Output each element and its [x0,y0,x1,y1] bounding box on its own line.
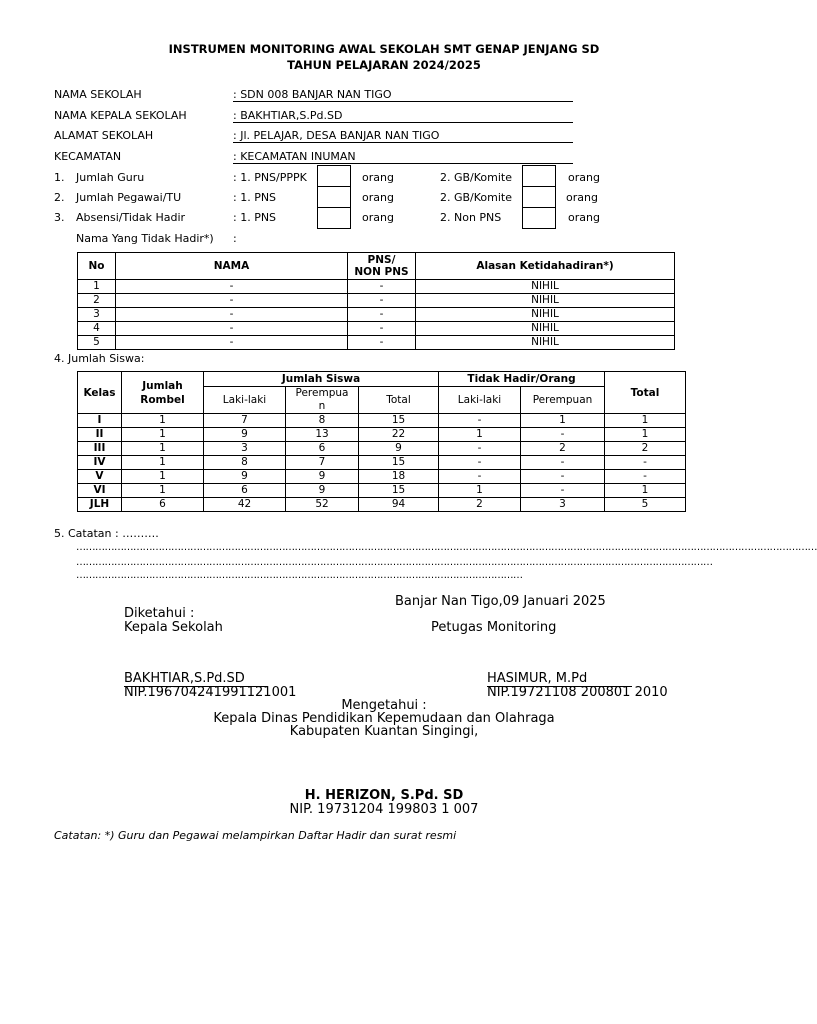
cell: - [605,456,686,470]
header-total: Total [359,387,439,414]
cell: NIHIL [416,294,675,308]
cell: - [521,470,605,484]
cell: - [116,322,348,336]
cell: 15 [359,484,439,498]
table-row [78,322,675,336]
student-table [77,371,686,512]
unit-label: orang [362,211,394,224]
value-nama-sekolah: : SDN 008 BANJAR NAN TIGO [233,88,573,102]
item-option-1: : 1. PNS/PPPK [233,171,307,184]
cell: 9 [286,470,359,484]
cell: JLH [78,498,122,512]
header-non-pns: NON PNS [354,266,409,278]
item-label-jumlah-pegawai: Jumlah Pegawai/TU [76,191,182,204]
item-option-2: 2. GB/Komite [440,171,513,184]
cell: 1 [122,484,204,498]
cell: - [521,456,605,470]
header-perempuan-line1: Perempua [295,387,349,399]
item-option-1: : 1. PNS [233,211,277,224]
value-kepala-sekolah: : BAKHTIAR,S.Pd.SD [233,109,573,123]
notes-label: 5. Catatan : ………. [54,527,159,540]
cell: NIHIL [416,308,675,322]
count-input-box[interactable] [317,186,351,208]
kepala-sekolah-nip: NIP.196704241991121001 [124,685,297,700]
cell: 5 [605,498,686,512]
cell: 7 [286,456,359,470]
absent-names-colon: : [233,232,237,245]
petugas-nip: NIP.19721108 200801 2010 [487,685,668,700]
cell: 1 [605,414,686,428]
item-option-2: 2. Non PNS [440,211,502,224]
cell: - [521,428,605,442]
table-row [78,294,675,308]
cell: 1 [122,470,204,484]
item-label-jumlah-guru: Jumlah Guru [76,171,145,184]
cell: - [605,470,686,484]
cell: - [116,308,348,322]
place-date: Banjar Nan Tigo,09 Januari 2025 [395,594,606,609]
header-status [348,253,416,280]
cell: 5 [78,336,116,350]
cell: - [348,294,416,308]
label-alamat-sekolah: ALAMAT SEKOLAH [54,129,154,142]
cell: 1 [122,456,204,470]
cell: 6 [286,442,359,456]
cell: 22 [359,428,439,442]
document-subtitle: TAHUN PELAJARAN 2024/2025 [287,58,481,72]
item-label-absensi: Absensi/Tidak Hadir [76,211,186,224]
cell: 1 [122,414,204,428]
absent-table [77,252,675,350]
cell: 1 [521,414,605,428]
cell: NIHIL [416,336,675,350]
count-input-box[interactable] [522,207,556,229]
header-perempuan-line2: n [318,400,326,412]
label-nama-sekolah: NAMA SEKOLAH [54,88,142,101]
table-row [78,484,686,498]
cell: - [348,280,416,294]
cell: - [116,294,348,308]
cell: 9 [359,442,439,456]
kepala-sekolah-label: Kepala Sekolah [124,620,223,635]
notes-line: …………………………………………………………………………………………………………………………… [76,570,523,581]
unit-label: orang [362,171,394,184]
cell: III [78,442,122,456]
cell: 3 [204,442,286,456]
header-absent-laki-laki: Laki-laki [439,387,521,414]
footnote: Catatan: *) Guru dan Pegawai melampirkan Daftar Hadir dan surat resmi [54,829,457,842]
document-title: INSTRUMEN MONITORING AWAL SEKOLAH SMT GENAP JENJANG SD [168,42,600,56]
cell: 2 [521,442,605,456]
table-row [78,308,675,322]
header-total-absent: Total [605,372,686,414]
cell: 4 [78,322,116,336]
count-input-box[interactable] [317,207,351,229]
kadis-name: H. HERIZON, S.Pd. SD [304,788,464,803]
cell: 3 [521,498,605,512]
cell: 7 [204,414,286,428]
label-kecamatan: KECAMATAN [54,150,122,163]
table-row [78,442,686,456]
cell: - [116,280,348,294]
value-kecamatan: : KECAMATAN INUMAN [233,150,573,164]
cell: 2 [605,442,686,456]
table-row [78,456,686,470]
mengetahui-label: Mengetahui : [341,698,427,713]
cell: 8 [286,414,359,428]
cell: 6 [204,484,286,498]
item-option-1: : 1. PNS [233,191,277,204]
cell: 52 [286,498,359,512]
cell: NIHIL [416,322,675,336]
count-input-box[interactable] [317,165,351,187]
cell: - [521,484,605,498]
petugas-monitoring-label: Petugas Monitoring [431,620,557,635]
cell: IV [78,456,122,470]
item-option-2: 2. GB/Komite [440,191,513,204]
cell: - [439,442,521,456]
diketahui-label: Diketahui : [124,606,195,621]
cell: 15 [359,414,439,428]
unit-label: orang [362,191,394,204]
cell: 9 [204,428,286,442]
header-no: No [78,253,116,280]
cell: - [439,456,521,470]
header-alasan: Alasan Ketidahadiran*) [416,253,675,280]
table-row [78,336,675,350]
cell: - [348,308,416,322]
label-kepala-sekolah: NAMA KEPALA SEKOLAH [54,109,187,122]
table-row [78,280,675,294]
cell: 13 [286,428,359,442]
cell: 15 [359,456,439,470]
table-row-total [78,498,686,512]
dinas-title-line2: Kabupaten Kuantan Singingi, [289,724,479,739]
cell: I [78,414,122,428]
item-number: 1. [54,171,65,184]
cell: 42 [204,498,286,512]
cell: 3 [78,308,116,322]
unit-label: orang [566,191,598,204]
cell: 2 [78,294,116,308]
header-rombel-line1: Jumlah [142,379,183,392]
table-row [78,470,686,484]
table-row [78,428,686,442]
header-jumlah-siswa: Jumlah Siswa [204,372,439,387]
header-nama: NAMA [116,253,348,280]
cell: 9 [204,470,286,484]
table-row [78,414,686,428]
header-laki-laki: Laki-laki [204,387,286,414]
unit-label: orang [568,211,600,224]
unit-label: orang [568,171,600,184]
cell: - [116,336,348,350]
cell: 6 [122,498,204,512]
cell: 18 [359,470,439,484]
header-perempuan [286,387,359,414]
cell: - [439,470,521,484]
cell: NIHIL [416,280,675,294]
item-number: 3. [54,211,65,224]
header-absent-perempuan: Perempuan [521,387,605,414]
cell: II [78,428,122,442]
cell: - [348,322,416,336]
kepala-sekolah-name: BAKHTIAR,S.Pd.SD [124,671,268,687]
count-input-box[interactable] [522,165,556,187]
absent-names-label: Nama Yang Tidak Hadir*) [76,232,214,245]
cell: 1 [439,428,521,442]
cell: 1 [122,428,204,442]
cell: 1 [605,428,686,442]
cell: 1 [78,280,116,294]
dinas-title-line1: Kepala Dinas Pendidikan Kepemudaan dan Olahraga [213,711,555,726]
notes-line: ………………………………………………………………………………………………………………………………………………………………………………… [76,557,713,568]
header-rombel [122,372,204,414]
cell: 1 [122,442,204,456]
cell: 1 [439,484,521,498]
cell: 1 [605,484,686,498]
cell: - [439,414,521,428]
item-number: 2. [54,191,65,204]
cell: 94 [359,498,439,512]
cell: 2 [439,498,521,512]
notes-line: ……………………………………………………………………………………………………………………………………………………………………………………………………………… [76,542,817,553]
section-jumlah-siswa-label: 4. Jumlah Siswa: [54,352,145,365]
header-kelas: Kelas [78,372,122,414]
petugas-name: HASIMUR, M.Pd [487,671,632,687]
header-rombel-line2: Rombel [140,393,185,406]
kadis-nip: NIP. 19731204 199803 1 007 [289,802,479,817]
cell: - [348,336,416,350]
header-tidak-hadir: Tidak Hadir/Orang [439,372,605,387]
cell: 9 [286,484,359,498]
count-input-box[interactable] [522,186,556,208]
cell: VI [78,484,122,498]
value-alamat-sekolah: : Jl. PELAJAR, DESA BANJAR NAN TIGO [233,129,573,143]
header-pns: PNS/ [367,254,396,266]
cell: 8 [204,456,286,470]
cell: V [78,470,122,484]
